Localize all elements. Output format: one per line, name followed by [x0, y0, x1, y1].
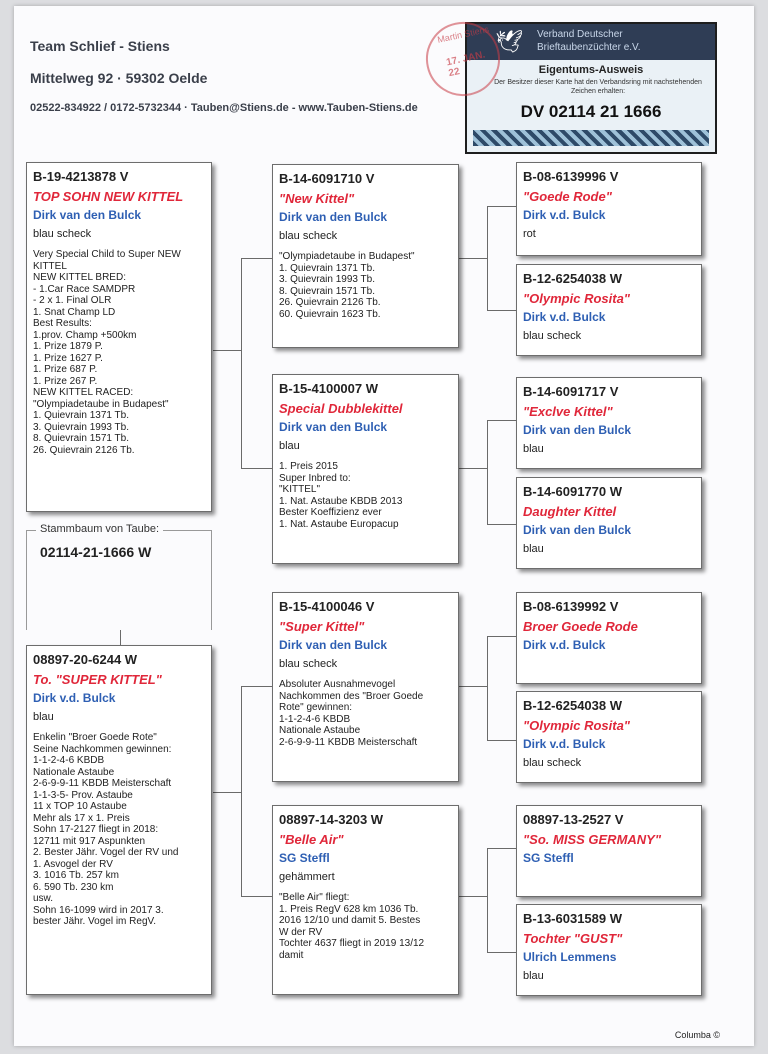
ancestor-box [516, 904, 702, 996]
color: blau [33, 711, 54, 723]
breeder: Dirk van den Bulck [33, 208, 142, 222]
color: blau scheck [523, 330, 582, 342]
breeder: Ulrich Lemmens [523, 950, 617, 964]
breeder: Dirk v.d. Bulck [523, 638, 606, 652]
owner-address: Mittelweg 92 · 59302 Oelde [30, 70, 208, 86]
breeder: SG Steffl [279, 851, 330, 865]
card-subtitle: Der Besitzer dieser Karte hat den Verbandsring mit nachstehenden Zeichen erhalten: [494, 79, 702, 95]
breeder: Dirk van den Bulck [523, 423, 632, 437]
color: blau [523, 970, 544, 982]
breeder: Dirk van den Bulck [523, 523, 632, 537]
pigeon-name: "Super Kittel" [279, 619, 365, 634]
ring-number: 08897-14-3203 W [279, 812, 384, 827]
card-org-line2: Brieftaubenzüchter e.V. [537, 42, 641, 53]
ancestor-box [516, 264, 702, 356]
owner-contact: 02522-834922 / 0172-5732344 · Tauben@Stiens.de - www.Tauben-Stiens.de [30, 102, 418, 114]
father-box [26, 162, 212, 512]
pigeon-icon: 🕊 [495, 29, 523, 54]
breeder: Dirk v.d. Bulck [523, 208, 606, 222]
ancestor-box [516, 377, 702, 469]
description: Absoluter Ausnahmevogel Nachkommen des "Broer Goede Rote" gewinnen: 1-1-2-4-6 KBDB Nationale Astaube 2-6-9-9-11 KBDB Meisterschaft [279, 679, 424, 748]
ring-number: B-15-4100046 V [279, 599, 375, 614]
ownership-card [465, 22, 717, 154]
color: blau scheck [523, 757, 582, 769]
ring-number: B-14-6091770 W [523, 484, 622, 499]
stamp-name: Martin Stiens [436, 24, 490, 45]
mother-mother-box [272, 805, 459, 995]
card-title: Eigentums-Ausweis [538, 64, 644, 76]
ancestor-box [516, 805, 702, 897]
pigeon-name: To. "SUPER KITTEL" [33, 672, 162, 687]
description: "Olympiadetaube in Budapest" 1. Quievrain 1371 Tb. 3. Quievrain 1993 Tb. 8. Quievrain 1571 Tb. 26. Quievrain 2126 Tb. 60. Quievrain 1623 Tb. [279, 251, 415, 320]
footer-credit: Columba © [674, 1030, 720, 1040]
ring-number: 08897-13-2527 V [523, 812, 624, 827]
pigeon-name: "Olympic Rosita" [523, 718, 630, 733]
description: "Belle Air" fliegt: 1. Preis RegV 628 km 1036 Tb. 2016 12/10 und damit 5. Bestes W der RV Tochter 4637 fliegt in 2019 13/12 damit [279, 892, 425, 961]
breeder: Dirk v.d. Bulck [523, 737, 606, 751]
ring-number: B-12-6254038 W [523, 271, 622, 286]
breeder: Dirk v.d. Bulck [523, 310, 606, 324]
description: 1. Preis 2015 Super Inbred to: "KITTEL" 1. Nat. Astaube KBDB 2013 Bester Koeffizienz ever 1. Nat. Astaube Europacup [279, 461, 403, 530]
pigeon-name: TOP SOHN NEW KITTEL [33, 189, 184, 204]
ring-number: B-08-6139992 V [523, 599, 619, 614]
card-ring-number: DV 02114 21 1666 [520, 102, 662, 121]
mother-father-box [272, 592, 459, 782]
pigeon-name: "Olympic Rosita" [523, 291, 630, 306]
ring-number: B-19-4213878 V [33, 169, 129, 184]
color: blau scheck [279, 230, 338, 242]
pigeon-name: Special Dubblekittel [279, 401, 403, 416]
breeder: Dirk v.d. Bulck [33, 691, 116, 705]
ring-number: B-12-6254038 W [523, 698, 622, 713]
pedigree-label: Stammbaum von Taube: [36, 523, 163, 535]
ancestor-box [516, 477, 702, 569]
description: Enkelin "Broer Goede Rote" Seine Nachkommen gewinnen: 1-1-2-4-6 KBDB Nationale Astaube 2-6-9-9-11 KBDB Meisterschaft 1-1-3-5- Prov. Astaube 11 x TOP 10 Astaube Mehr als 17 x 1. Preis Sohn 17-2127 fliegt in 2018: 12711 mit 917 Aspunkten 2. Bester Jähr. Vogel der RV und 1. Asvogel der RV 3. 1016 Tb. 257 km 6. 590 Tb. 230 km usw. Sohn 16-1099 wird in 2017 3. bester Jähr. Vogel im RegV. [33, 732, 179, 927]
color: blau scheck [279, 658, 338, 670]
color: blau [523, 443, 544, 455]
ring-number: B-08-6139996 V [523, 169, 619, 184]
pigeon-name: "Goede Rode" [523, 189, 612, 204]
breeder: SG Steffl [523, 851, 574, 865]
stamp-date: 17. JAN. 22 [445, 49, 487, 80]
color: blau [279, 440, 300, 452]
card-pattern [473, 130, 709, 146]
pigeon-name: Daughter Kittel [523, 504, 617, 519]
pedigree-subject-ring: 02114-21-1666 W [40, 544, 152, 560]
owner-name: Team Schlief - Stiens [30, 38, 170, 54]
father-father-box [272, 164, 459, 348]
pigeon-name: "New Kittel" [279, 191, 355, 206]
ancestor-box [516, 162, 702, 256]
ring-number: 08897-20-6244 W [33, 652, 138, 667]
father-mother-box [272, 374, 459, 564]
ring-number: B-13-6031589 W [523, 911, 622, 926]
color: gehämmert [279, 871, 335, 883]
pigeon-name: "Belle Air" [279, 832, 344, 847]
ancestor-box [516, 592, 702, 684]
ring-number: B-15-4100007 W [279, 381, 378, 396]
card-org-line1: Verband Deutscher [537, 29, 623, 40]
color: blau scheck [33, 228, 92, 240]
card-org [537, 28, 641, 54]
pigeon-name: Broer Goede Rode [523, 619, 638, 634]
mother-box [26, 645, 212, 995]
pigeon-name: Tochter "GUST" [523, 931, 623, 946]
card-header [467, 24, 715, 60]
color: blau [523, 543, 544, 555]
ring-number: B-14-6091717 V [523, 384, 619, 399]
breeder: Dirk van den Bulck [279, 210, 388, 224]
color: rot [523, 228, 536, 240]
ancestor-box [516, 691, 702, 783]
breeder: Dirk van den Bulck [279, 638, 388, 652]
breeder: Dirk van den Bulck [279, 420, 388, 434]
ring-number: B-14-6091710 V [279, 171, 375, 186]
description: Very Special Child to Super NEW KITTEL NEW KITTEL BRED: - 1.Car Race SAMDPR - 2 x 1. Final OLR 1. Snat Champ LD Best Results: 1.prov. Champ +500km 1. Prize 1879 P. 1. Prize 1627 P. 1. Prize 687 P. 1. Prize 267 P. NEW KITTEL RACED: "Olympiadetaube in Budapest" 1. Quievrain 1371 Tb. 3. Quievrain 1993 Tb. 8. Quievrain 1571 Tb. 26. Quievrain 2126 Tb. [33, 249, 181, 456]
pigeon-name: "Exclve Kittel" [523, 404, 613, 419]
pigeon-name: "So. MISS GERMANY" [523, 832, 662, 847]
